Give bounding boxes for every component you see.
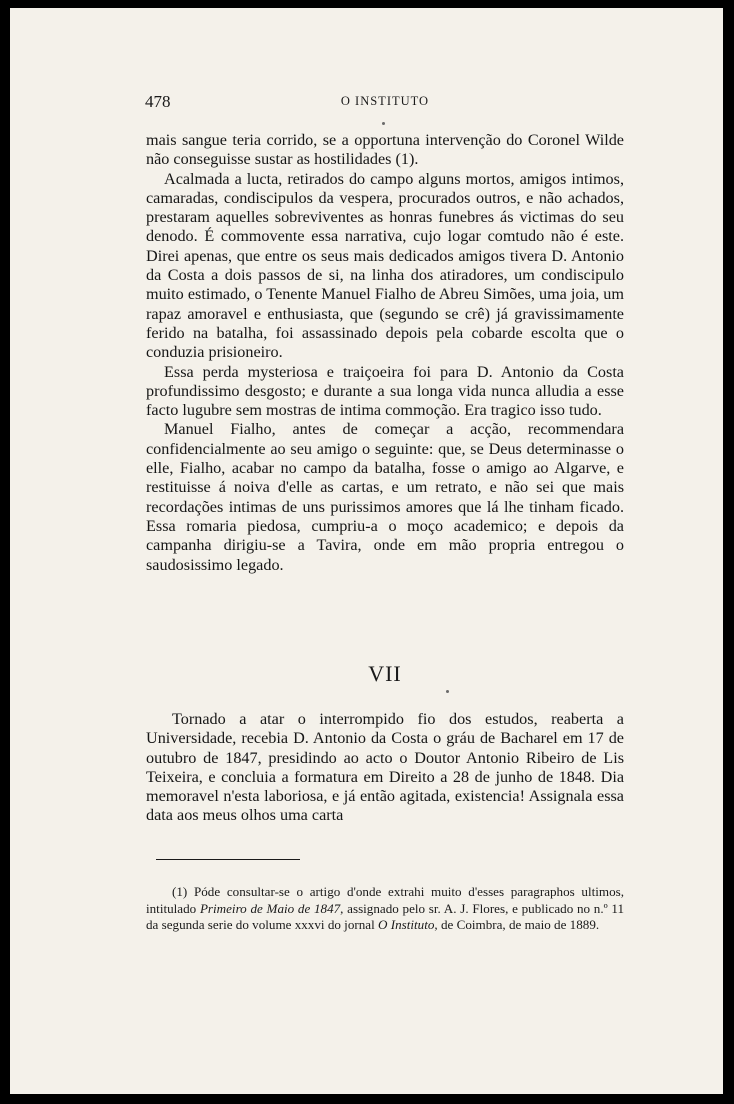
book-page (10, 8, 723, 1094)
footnote-journal-title: O Instituto (378, 917, 435, 933)
paragraph: Manuel Fialho, antes de começar a acção, recommendara confidencialmente ao seu amigo o seguinte: que, se Deus determinasse o elle, Fialho, acabar no campo da batalha, fosse o amigo ao Algarve, e restituisse á noiva d'elle as cartas, e um retrato, e não sei que mais recordações intimas de uns purissimos amores que lá lhe tinham ficado. Essa romaria piedosa, cumpriu-a o moço academico; e depois da campanha dirigiu-se a Tavira, onde em mão propria entregou o saudosissimo legado. (146, 420, 624, 574)
footnote-text: , assignado pelo sr. A. J. Flores, e publicado no n.º 11 da segunda serie do volume xxxvi do jornal (146, 900, 624, 933)
footnote-cited-title: Primeiro de Maio de 1847 (199, 900, 341, 916)
paragraph: Tornado a atar o interrompido fio dos estudos, reaberta a Universidade, recebia D. Antonio da Costa o gráu de Bacharel em 17 de outubro de 1847, presidindo ao acto o Doutor Antonio Ribeiro de Lis Teixeira, e concluia a formatura em Direito a 28 de junho de 1848. Dia memoravel n'esta laboriosa, e já então agitada, existencia! Assignala essa data aos meus olhos uma carta (146, 710, 624, 825)
paragraph: Acalmada a lucta, retirados do campo alguns mortos, amigos intimos, camaradas, condiscipulos da vespera, procurados outros, e não achados, prestaram aquelles sobreviventes as honras funebres ás victimas do seu denodo. É commovente essa narrativa, cujo logar comtudo não é este. Direi apenas, que entre os seus mais dedicados amigos tivera D. Antonio da Costa a dois passos de si, na linha dos atiradores, um condiscipulo muito estimado, o Tenente Manuel Fialho de Abreu Simões, uma joia, um rapaz amoravel e enthusiasta, que (segundo se crê) já gravissimamente ferido na batalha, foi assassinado depois pela cobarde escolta que o conduzia prisioneiro. (146, 169, 624, 362)
section-heading: VII (368, 661, 402, 686)
footnote-marker: (1) (172, 884, 188, 899)
paragraph: Essa perda mysteriosa e traiçoeira foi para D. Antonio da Costa profundissimo desgosto; e durante a sua longa vida nunca alludia a esse facto lugubre sem mostras de intima commoção. Era tragico isso tudo. (146, 362, 624, 420)
page-number: 478 (145, 92, 171, 111)
footnote-divider (156, 859, 300, 860)
print-speck (446, 690, 449, 693)
page-header (145, 92, 625, 114)
body-text-top (146, 131, 624, 575)
running-title: O INSTITUTO (340, 94, 430, 108)
footnote-text: Póde consultar-se o artigo d'onde extrahi muito d'esses paragraphos ultimos, intitulado (146, 884, 624, 916)
body-text-bottom (146, 710, 624, 826)
footnote (146, 884, 624, 934)
footnote-text: , de Coimbra, de maio de 1889. (434, 917, 600, 933)
print-speck (382, 122, 385, 125)
paragraph: mais sangue teria corrido, se a opportuna intervenção do Coronel Wilde não conseguisse sustar as hostilidades (1). (146, 131, 624, 169)
